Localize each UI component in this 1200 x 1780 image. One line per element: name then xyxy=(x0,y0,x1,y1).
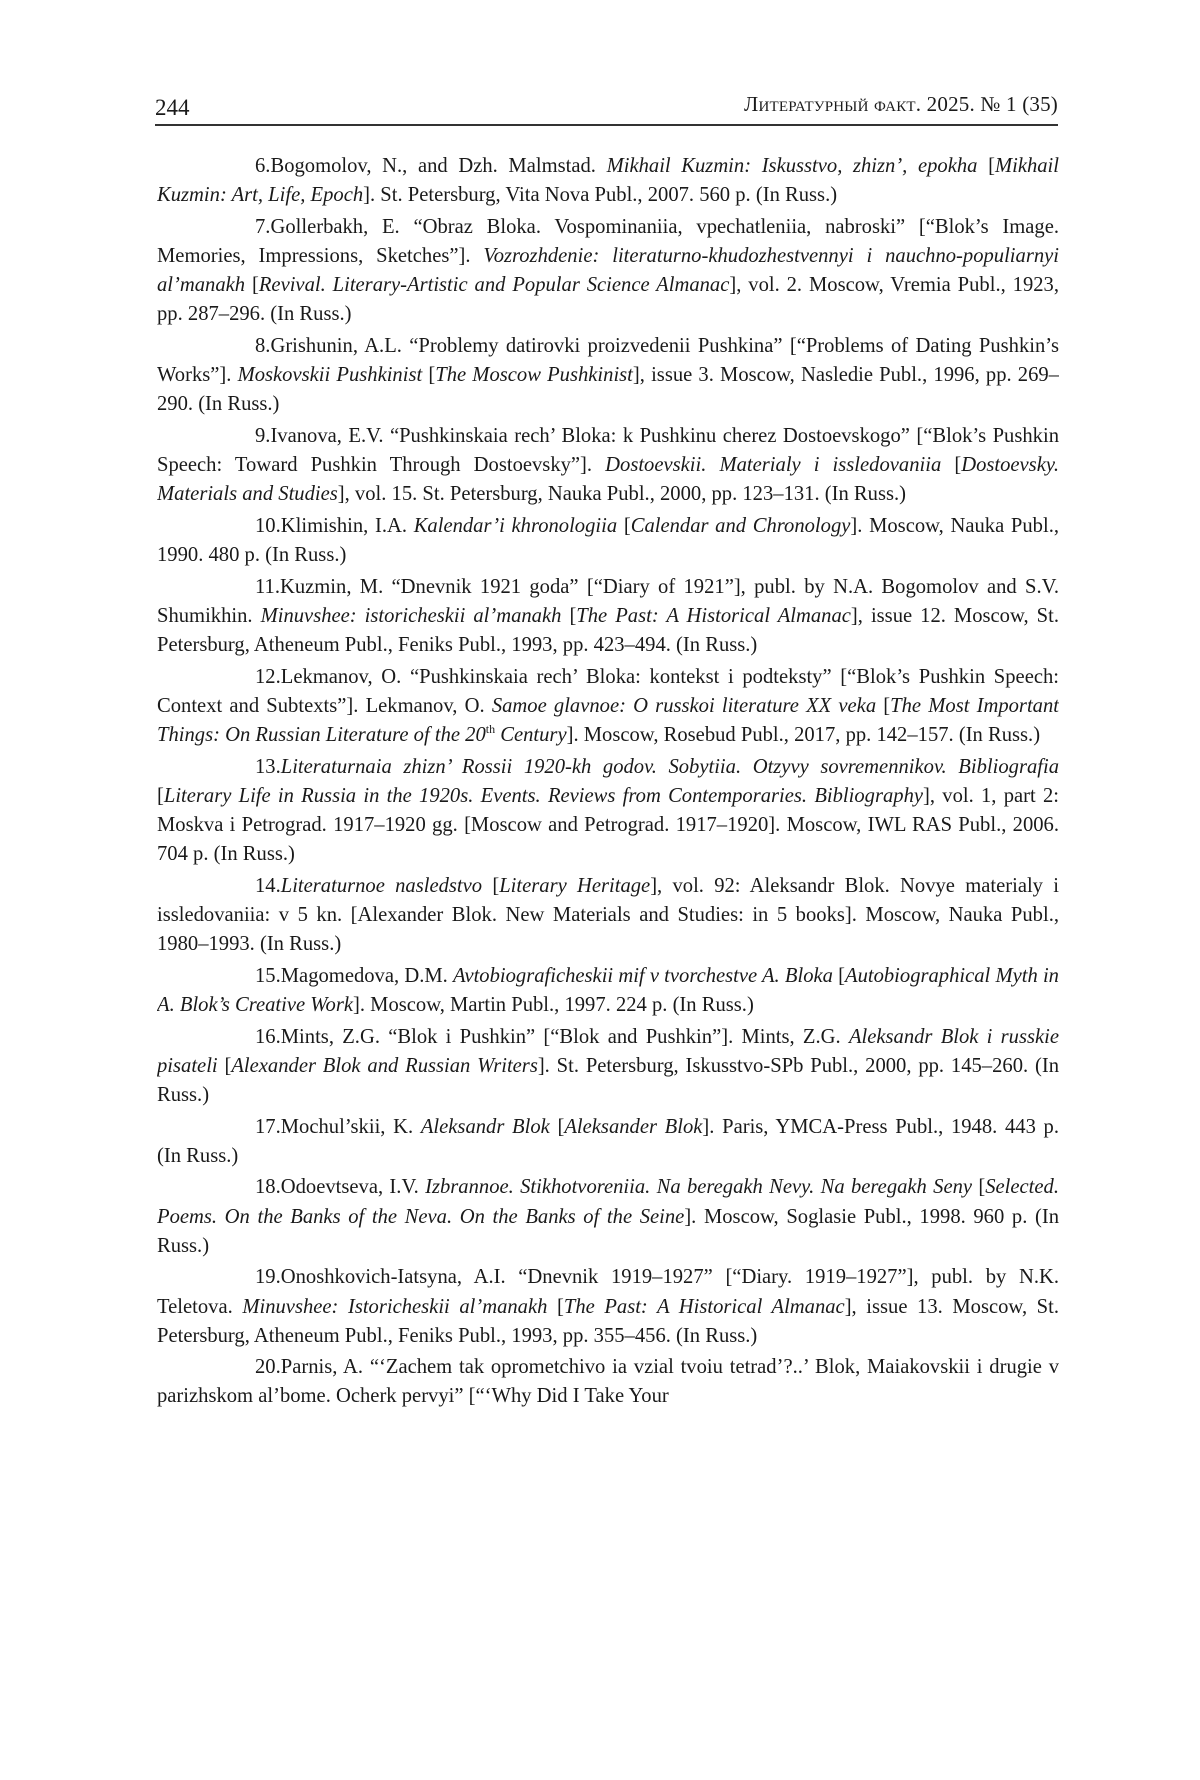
italic-title: The Past: A Historical Almanac xyxy=(563,1295,845,1318)
reference-item xyxy=(157,1113,1059,1171)
reference-text: ], vol. 2. Moscow, Vremia Publ., 1923, pp. 287–296. (In Russ.) xyxy=(157,274,1059,326)
italic-title: Vozrozhdenie: literaturno-khudozhestvennyi i nauchno-populiarnyi al’manakh xyxy=(157,244,1059,297)
italic-title: Aleksandr Blok i russkie pisateli xyxy=(157,1025,1059,1077)
reference-text: Bogomolov, N., and Dzh. Malmstad. xyxy=(270,155,607,177)
italic-title: Literaturnaia zhizn’ Rossii 1920-kh godov. Sobytiia. Otzyvy sovremennikov. Bibliografia xyxy=(280,755,1059,778)
reference-item xyxy=(157,1263,1059,1350)
reference-text: ], vol. 1, part 2: Moskva i Petrograd. 1917–1920 gg. [Moscow and Petrograd. 1917–1920]. Moscow, IWL RAS Publ., 2006. 704 p. (In Russ.) xyxy=(157,784,1059,865)
italic-title: Alexander Blok and Russian Writers xyxy=(231,1054,538,1077)
reference-text: Ivanova, E.V. “Pushkinskaia rech’ Bloka: k Pushkinu cherez Dostoevskogo” [“Blok’s Pushkin Speech: Toward Pushkin Through Dostoevsky”]. xyxy=(157,424,1059,476)
reference-text: [ xyxy=(876,694,891,717)
reference-text: ], issue 13. Moscow, St. Petersburg, Atheneum Publ., Feniks Publ., 1993, pp. 355–456. (In Russ.) xyxy=(157,1295,1059,1347)
reference-item xyxy=(157,213,1059,329)
italic-title: Moskovskii Pushkinist xyxy=(237,364,423,387)
italic-title: Revival. Literary-Artistic and Popular Science Almanac xyxy=(258,274,730,297)
italic-title: Samoe glavnoe: O russkoi literature XX veka xyxy=(491,694,877,717)
reference-text: [ xyxy=(482,874,500,897)
reference-text: Klimishin, I.A. xyxy=(280,514,414,537)
reference-number: 14. xyxy=(255,874,281,897)
reference-text: [ xyxy=(832,964,845,987)
italic-title: Mikhail Kuzmin: Art, Life, Epoch xyxy=(157,155,1059,207)
reference-text: Parnis, A. “‘Zachem tak oprometchivo ia vzial tvoiu tetrad’?..’ Blok, Maiakovskii i drugie v parizhskom al’bome. Ocherk pervyi” [“‘Why Did I Take Your xyxy=(157,1356,1059,1408)
italic-title: Calendar and Chronology xyxy=(630,514,851,537)
reference-number: 15. xyxy=(255,964,281,987)
reference-text: [ xyxy=(617,514,631,537)
italic-title: The Most Important Things: On Russian Literature of the 20 xyxy=(157,694,1059,746)
italic-title: Autobiographical Myth in A. Blok’s Creative Work xyxy=(157,964,1059,1016)
italic-title: The Past: A Historical Almanac xyxy=(576,604,851,627)
reference-item xyxy=(157,512,1059,570)
reference-text: [ xyxy=(245,274,259,297)
italic-title: Aleksandr Blok xyxy=(420,1115,550,1138)
reference-text: ]. St. Petersburg, Vita Nova Publ., 2007. 560 p. (In Russ.) xyxy=(363,184,838,207)
reference-item xyxy=(157,422,1059,509)
reference-item xyxy=(157,663,1059,750)
reference-number: 17. xyxy=(255,1115,281,1138)
superscript-text: th xyxy=(485,722,496,737)
reference-text: [ xyxy=(941,454,962,476)
reference-number: 18. xyxy=(255,1176,281,1199)
reference-number: 16. xyxy=(255,1025,281,1048)
reference-text: ]. St. Petersburg, Iskusstvo-SPb Publ., 2000, pp. 145–260. (In Russ.) xyxy=(157,1054,1059,1106)
running-header xyxy=(155,84,1058,126)
italic-title: Dostoevskii. Materialy i issledovaniia xyxy=(605,454,942,476)
reference-number: 7. xyxy=(255,215,271,238)
reference-item xyxy=(157,962,1059,1020)
reference-number: 20. xyxy=(255,1356,281,1379)
reference-item xyxy=(157,753,1059,869)
reference-text: Lekmanov, O. “Pushkinskaia rech’ Bloka: kontekst i podteksty” [“Blok’s Pushkin Speech: Context and Subtexts”]. Lekmanov, O. xyxy=(157,665,1059,717)
reference-item xyxy=(157,152,1059,210)
italic-title: Kalendar’i khronologiia xyxy=(413,514,618,537)
reference-number: 19. xyxy=(255,1266,281,1289)
italic-title: Literary Heritage xyxy=(499,874,651,897)
journal-running-title: Литературный факт. 2025. № 1 (35) xyxy=(744,92,1058,116)
reference-number: 8. xyxy=(255,334,271,357)
reference-text: ], vol. 15. St. Petersburg, Nauka Publ., 2000, pp. 123–131. (In Russ.) xyxy=(337,483,906,506)
reference-text: [ xyxy=(977,155,995,177)
reference-text: [ xyxy=(549,1115,565,1138)
reference-item xyxy=(157,1353,1059,1411)
reference-text: ]. Paris, YMCA-Press Publ., 1948. 443 p. (In Russ.) xyxy=(157,1115,1059,1167)
italic-title: Century xyxy=(495,723,567,746)
italic-title: Dostoevsky. Materials and Studies xyxy=(157,454,1059,506)
reference-number: 6. xyxy=(255,155,271,177)
italic-title: Aleksander Blok xyxy=(564,1115,703,1138)
reference-number: 10. xyxy=(255,514,281,537)
italic-title: Izbrannoe. Stikhotvoreniia. Na beregakh Nevy. Na beregakh Seny xyxy=(425,1176,973,1199)
reference-text: ]. Moscow, Martin Publ., 1997. 224 p. (In Russ.) xyxy=(353,993,754,1016)
italic-title: Literaturnoe nasledstvo xyxy=(280,874,483,897)
reference-text: Mints, Z.G. “Blok i Pushkin” [“Blok and Pushkin”]. Mints, Z.G. xyxy=(280,1025,849,1048)
reference-number: 12. xyxy=(255,665,281,688)
reference-item xyxy=(157,1023,1059,1110)
reference-item xyxy=(157,1173,1059,1260)
italic-title: Minuvshee: istoricheskii al’manakh xyxy=(260,604,562,627)
reference-item xyxy=(157,872,1059,959)
reference-text: [ xyxy=(157,784,164,807)
reference-text: ]. Moscow, Nauka Publ., 1990. 480 p. (In Russ.) xyxy=(157,514,1059,566)
reference-item xyxy=(157,573,1059,660)
reference-text: Kuzmin, M. “Dnevnik 1921 goda” [“Diary of 1921”], publ. by N.A. Bogomolov and S.V. Shumikhin. xyxy=(157,575,1059,627)
page-number: 244 xyxy=(155,95,190,120)
reference-text: [ xyxy=(547,1295,564,1318)
italic-title: Minuvshee: Istoricheskii al’manakh xyxy=(242,1295,548,1318)
reference-text: [ xyxy=(217,1054,232,1077)
reference-text: Magomedova, D.M. xyxy=(280,964,453,987)
italic-title: The Moscow Pushkinist xyxy=(435,364,633,387)
reference-text: Onoshkovich-Iatsyna, A.I. “Dnevnik 1919–1927” [“Diary. 1919–1927”], publ. by N.K. Teletova. xyxy=(157,1266,1059,1318)
reference-number: 11. xyxy=(255,575,280,598)
reference-text: ], issue 3. Moscow, Nasledie Publ., 1996, pp. 269–290. (In Russ.) xyxy=(157,364,1059,416)
italic-title: Mikhail Kuzmin: Iskusstvo, zhizn’, epokha xyxy=(606,155,978,177)
italic-title: Literary Life in Russia in the 1920s. Events. Reviews from Contemporaries. Bibliography xyxy=(163,784,924,807)
reference-text: Gollerbakh, E. “Obraz Bloka. Vospominaniia, vpechatleniia, nabroski” [“Blok’s Image. Memories, Impressions, Sketches”]. xyxy=(157,215,1059,267)
reference-text: Grishunin, A.L. “Problemy datirovki proizvedenii Pushkina” [“Problems of Dating Pushkin’s Works”]. xyxy=(157,334,1059,387)
italic-title: Avtobiograficheskii mif v tvorchestve A. Bloka xyxy=(453,964,833,987)
reference-text: Odoevtseva, I.V. xyxy=(280,1176,426,1199)
reference-text: [ xyxy=(561,604,577,627)
reference-number: 13. xyxy=(255,755,281,778)
reference-text: ]. Moscow, Soglasie Publ., 1998. 960 p. (In Russ.) xyxy=(157,1205,1059,1257)
reference-text: ], issue 12. Moscow, St. Petersburg, Atheneum Publ., Feniks Publ., 1993, pp. 423–494. (In Russ.) xyxy=(157,604,1059,656)
reference-item xyxy=(157,332,1059,419)
reference-text: ]. Moscow, Rosebud Publ., 2017, pp. 142–157. (In Russ.) xyxy=(566,723,1041,746)
reference-number: 9. xyxy=(255,424,271,447)
reference-text: Mochul’skii, K. xyxy=(280,1115,421,1138)
reference-text: [ xyxy=(422,364,436,387)
italic-title: Selected. Poems. On the Banks of the Neva. On the Banks of the Seine xyxy=(157,1176,1059,1228)
reference-text: [ xyxy=(972,1176,986,1199)
reference-text: ], vol. 92: Aleksandr Blok. Novye materialy i issledovaniia: v 5 kn. [Alexander Blok. New Materials and Studies: in 5 books]. Moscow, Nauka Publ., 1980–1993. (In Russ.) xyxy=(157,874,1059,955)
reference-list xyxy=(157,152,1059,1612)
